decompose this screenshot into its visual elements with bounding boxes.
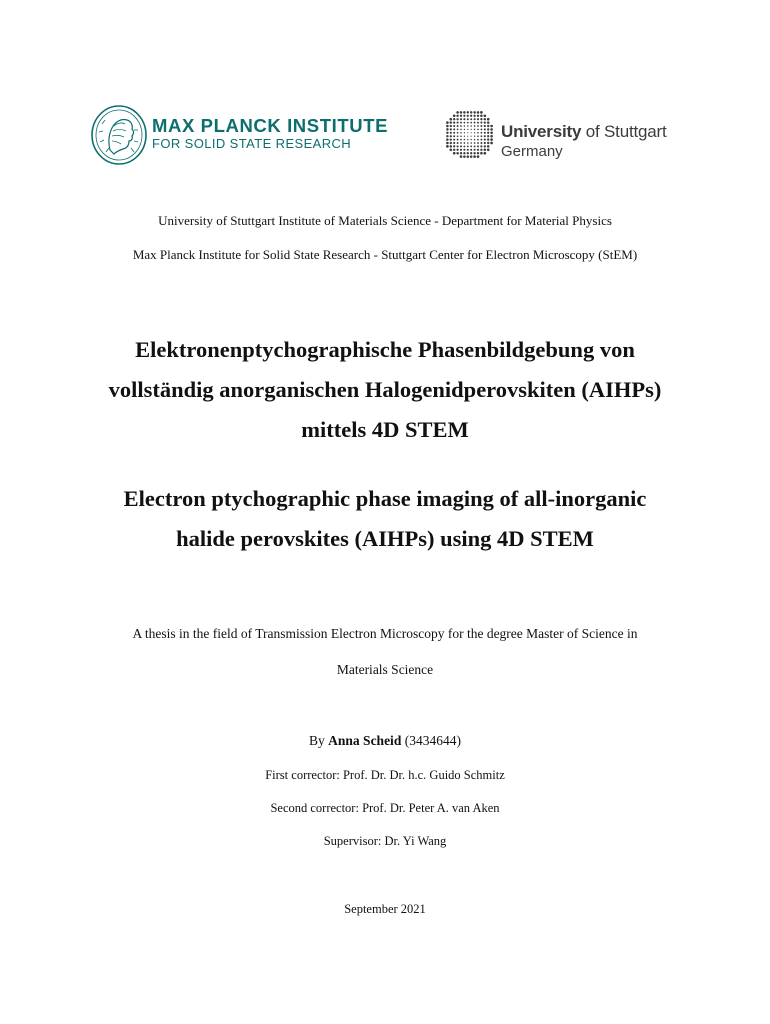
title-en-line: halide perovskites (AIHPs) using 4D STEM bbox=[176, 526, 594, 551]
stuttgart-name-suffix: of Stuttgart bbox=[581, 122, 667, 141]
affiliation-line: University of Stuttgart Institute of Materials Science - Department for Material Physics bbox=[158, 213, 612, 228]
title-de-line: vollständig anorganischen Halogenidperovskiten (AIHPs) bbox=[108, 377, 662, 402]
stuttgart-name-university: University bbox=[501, 122, 582, 141]
thesis-statement-line: Materials Science bbox=[336, 662, 434, 677]
mpi-name: MAX PLANCK INSTITUTE bbox=[152, 115, 389, 136]
submission-date: September 2021 bbox=[344, 902, 426, 916]
affiliation-line: Max Planck Institute for Solid State Research - Stuttgart Center for Electron Microscopy (StEM) bbox=[132, 247, 638, 262]
first-corrector: First corrector: Prof. Dr. Dr. h.c. Guido Schmitz bbox=[265, 768, 505, 782]
minerva-seal-icon bbox=[90, 104, 148, 166]
stuttgart-name bbox=[501, 122, 666, 142]
stuttgart-country: Germany bbox=[501, 143, 563, 160]
title-de-line: mittels 4D STEM bbox=[301, 417, 469, 442]
author-line bbox=[0, 733, 770, 749]
title-en-line: Electron ptychographic phase imaging of all-inorganic bbox=[123, 486, 647, 511]
stuttgart-logo bbox=[443, 108, 693, 168]
supervisor: Supervisor: Dr. Yi Wang bbox=[323, 834, 447, 848]
mpi-logo bbox=[90, 104, 390, 172]
mpi-subtitle: FOR SOLID STATE RESEARCH bbox=[152, 136, 352, 151]
author-prefix: By bbox=[309, 733, 329, 748]
title-de-line: Elektronenptychographische Phasenbildgebung von bbox=[135, 337, 635, 362]
stuttgart-wordmark bbox=[501, 122, 666, 162]
second-corrector: Second corrector: Prof. Dr. Peter A. van Aken bbox=[270, 801, 500, 815]
thesis-statement-line: A thesis in the field of Transmission Electron Microscopy for the degree Master of Science in bbox=[132, 626, 638, 641]
author-id: (3434644) bbox=[401, 733, 461, 748]
author-name: Anna Scheid bbox=[328, 733, 402, 748]
mpi-wordmark bbox=[152, 116, 388, 152]
dot-circle-icon bbox=[443, 108, 495, 160]
